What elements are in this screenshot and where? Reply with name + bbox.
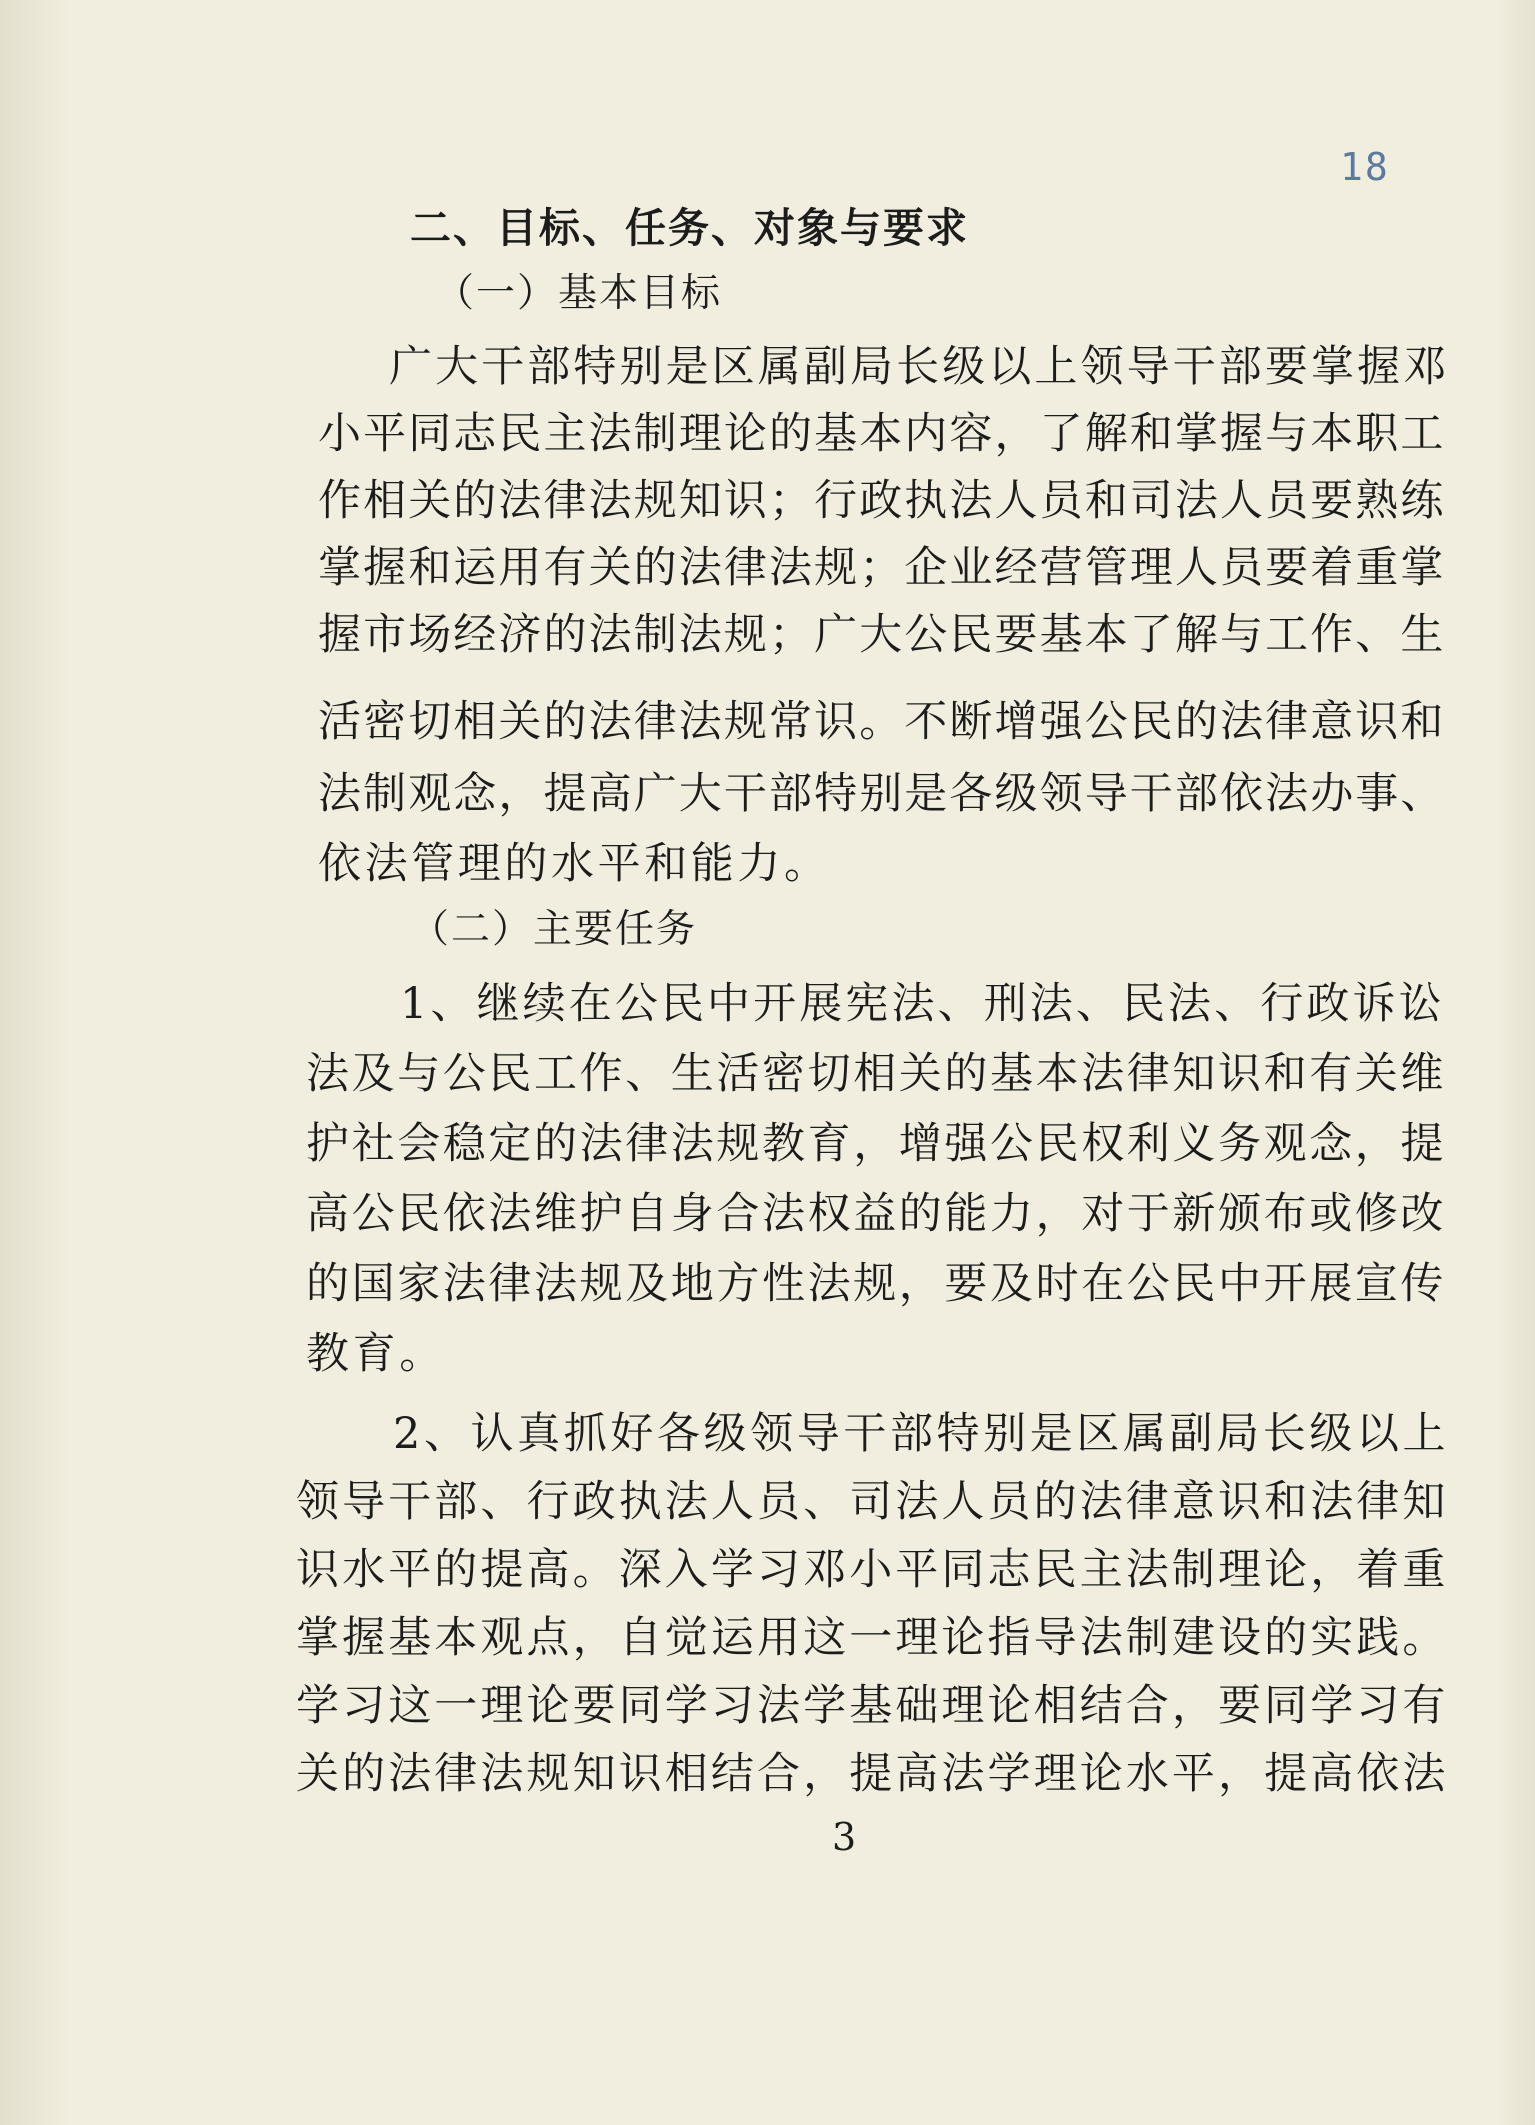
paragraph-line: 教育。 [306, 1329, 446, 1379]
paragraph-line: 护社会稳定的法律法规教育，增强公民权利义务观念，提 [306, 1119, 1446, 1169]
section-title: 二、目标、任务、对象与要求 [410, 204, 969, 252]
paragraph-line: 小平同志民主法制理论的基本内容，了解和掌握与本职工 [318, 409, 1446, 459]
paragraph-line: 的国家法律法规及地方性法规，要及时在公民中开展宣传 [306, 1259, 1446, 1309]
paragraph-line: 依法管理的水平和能力。 [318, 839, 831, 889]
paragraph-line: 法及与公民工作、生活密切相关的基本法律知识和有关维 [306, 1049, 1446, 1099]
paragraph-line: 掌握基本观点，自觉运用这一理论指导法制建设的实践。 [296, 1613, 1449, 1663]
paragraph-line: 活密切相关的法律法规常识。不断增强公民的法律意识和 [318, 697, 1446, 747]
subsection-heading-goals: （一）基本目标 [435, 271, 723, 316]
paragraph-line: 高公民依法维护自身合法权益的能力，对于新颁布或修改 [306, 1189, 1446, 1239]
paragraph-line: 2、认真抓好各级领导干部特别是区属副局长级以上 [393, 1409, 1450, 1459]
paragraph-line: 法制观念，提高广大干部特别是各级领导干部依法办事、 [318, 769, 1446, 819]
paragraph-line: 关的法律法规知识相结合，提高法学理论水平，提高依法 [296, 1749, 1449, 1799]
paragraph-line: 握市场经济的法制法规；广大公民要基本了解与工作、生 [318, 610, 1446, 660]
page-stamp-number: 18 [1340, 145, 1390, 189]
paragraph-line: 学习这一理论要同学习法学基础理论相结合，要同学习有 [296, 1681, 1449, 1731]
paragraph-line: 领导干部、行政执法人员、司法人员的法律意识和法律知 [296, 1477, 1449, 1527]
paragraph-line: 1、继续在公民中开展宪法、刑法、民法、行政诉讼 [400, 979, 1445, 1029]
subsection-heading-tasks: （二）主要任务 [410, 907, 698, 952]
paragraph-line: 掌握和运用有关的法律法规；企业经营管理人员要着重掌 [318, 543, 1446, 593]
paragraph-line: 识水平的提高。深入学习邓小平同志民主法制理论，着重 [296, 1545, 1449, 1595]
paragraph-line: 广大干部特别是区属副局长级以上领导干部要掌握邓 [389, 342, 1450, 392]
page-number: 3 [832, 1815, 857, 1859]
paragraph-line: 作相关的法律法规知识；行政执法人员和司法人员要熟练 [318, 476, 1446, 526]
